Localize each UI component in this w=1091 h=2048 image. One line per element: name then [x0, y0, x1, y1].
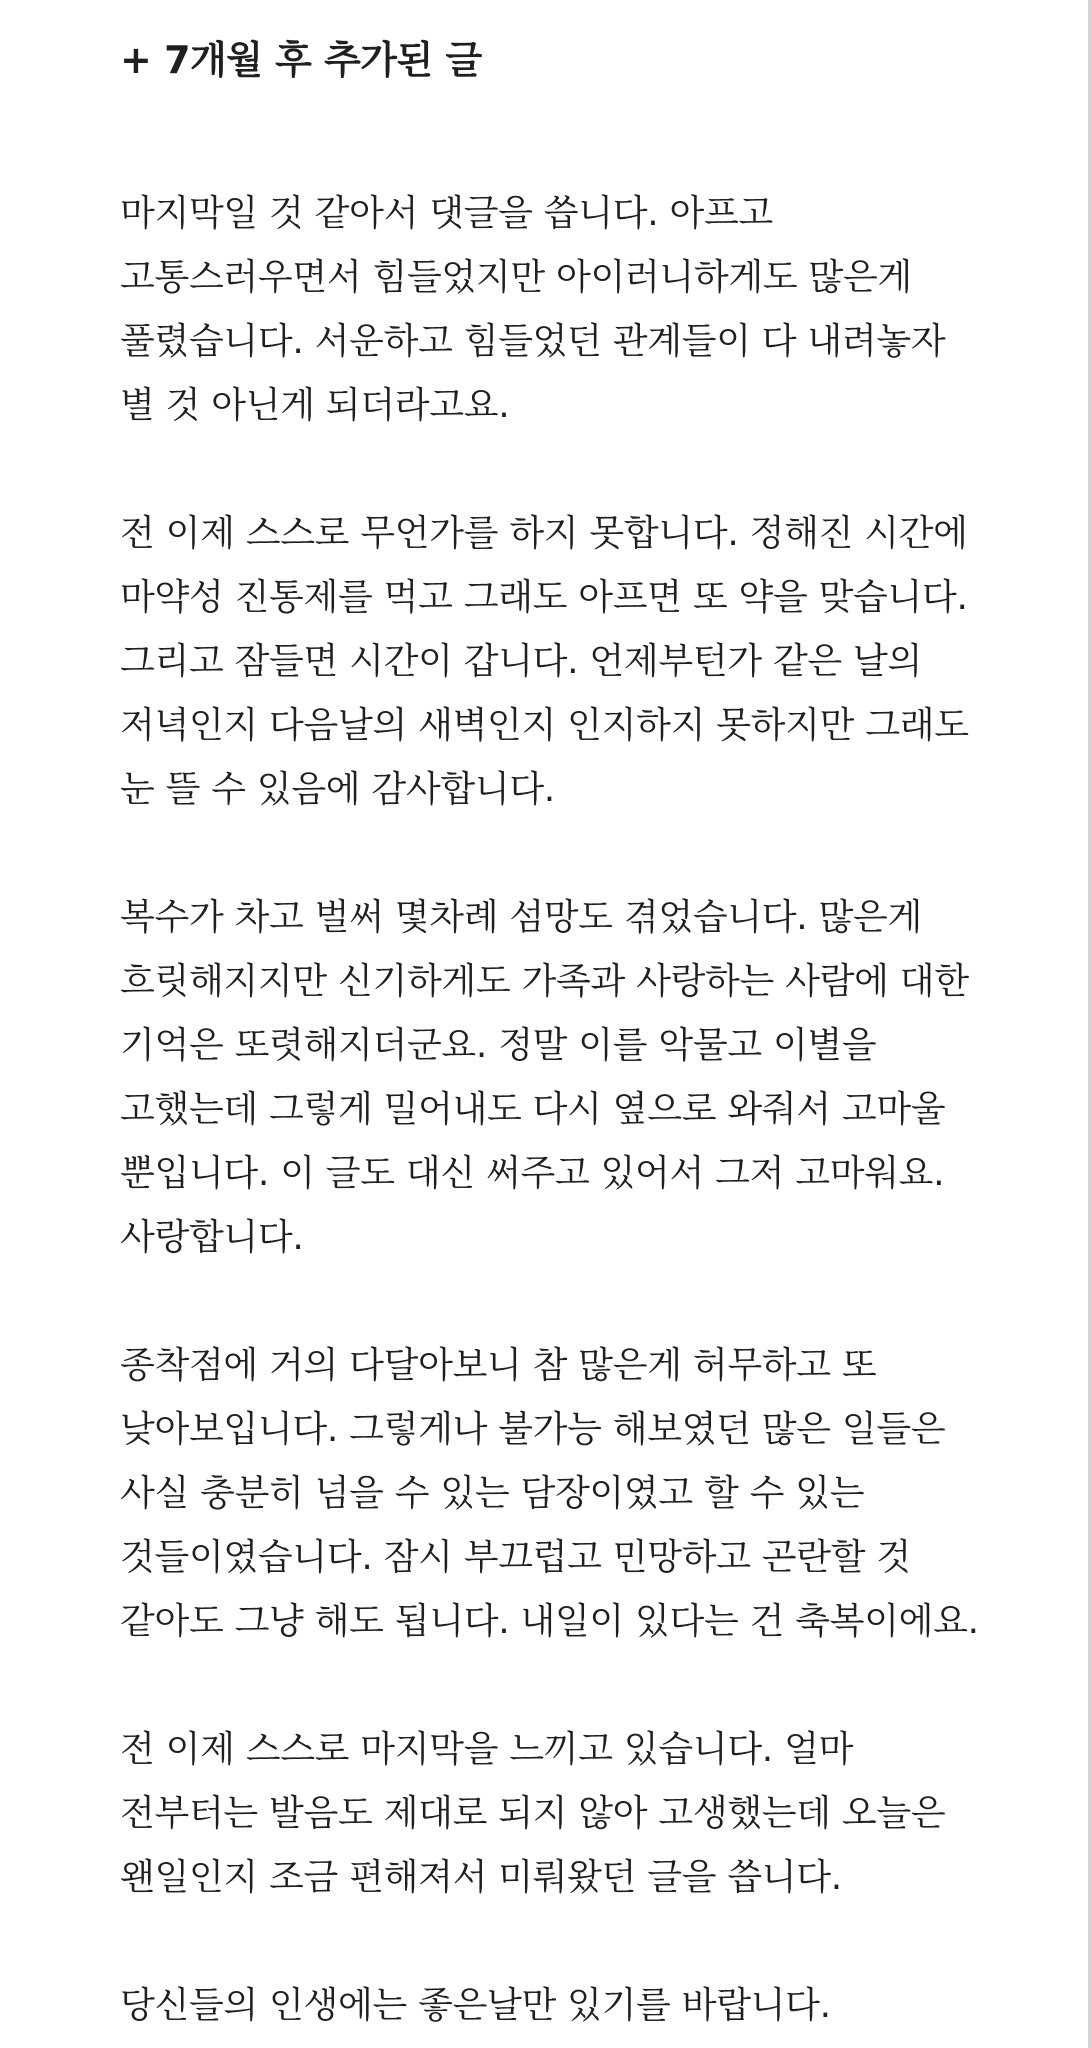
- text-line: 고했는데 그렇게 밀어내도 다시 옆으로 와줘서 고마울: [120, 1089, 946, 1130]
- text-line: 전 이제 스스로 마지막을 느끼고 있습니다. 얼마: [120, 1729, 854, 1770]
- spacer: [120, 1910, 1060, 1974]
- text-line: 당신들의 인생에는 좋은날만 있기를 바랍니다.: [120, 1985, 831, 2026]
- spacer: [120, 822, 1060, 886]
- text-line: 저녁인지 다음날의 새벽인지 인지하지 못하지만 그래도: [120, 705, 969, 746]
- text-line: 복수가 차고 벌써 몇차례 섬망도 겪었습니다. 많은게: [120, 897, 923, 938]
- text-line: 눈 뜰 수 있음에 감사합니다.: [120, 769, 555, 810]
- text-line: 풀렸습니다. 서운하고 힘들었던 관계들이 다 내려놓자: [120, 321, 946, 362]
- text-line: 별 것 아닌게 되더라고요.: [120, 385, 510, 426]
- post-title: + 7개월 후 추가된 글: [120, 38, 482, 82]
- paragraph-6: [120, 1974, 1060, 2038]
- text-line: 그리고 잠들면 시간이 갑니다. 언제부턴가 같은 날의: [120, 641, 923, 682]
- paragraph-3: [120, 886, 1060, 1270]
- paragraph-4: [120, 1334, 1060, 1654]
- text-line: 흐릿해지지만 신기하게도 가족과 사랑하는 사람에 대한: [120, 961, 969, 1002]
- text-line: 뿐입니다. 이 글도 대신 써주고 있어서 그저 고마워요.: [120, 1153, 945, 1194]
- paragraph-2: [120, 502, 1060, 822]
- text-line: 마약성 진통제를 먹고 그래도 아프면 또 약을 맞습니다.: [120, 577, 968, 618]
- post-body: [120, 30, 1060, 2038]
- text-line: 종착점에 거의 다달아보니 참 많은게 허무하고 또: [120, 1345, 877, 1386]
- text-line: 기억은 또렷해지더군요. 정말 이를 악물고 이별을: [120, 1025, 877, 1066]
- spacer: [120, 1654, 1060, 1718]
- text-line: 고통스러우면서 힘들었지만 아이러니하게도 많은게: [120, 257, 912, 298]
- text-line: 전 이제 스스로 무언가를 하지 못합니다. 정해진 시간에: [120, 513, 968, 554]
- text-line: 것들이였습니다. 잠시 부끄럽고 민망하고 곤란할 것: [120, 1537, 911, 1578]
- text-line: 같아도 그냥 해도 됩니다. 내일이 있다는 건 축복이에요.: [120, 1601, 979, 1642]
- spacer: [120, 90, 1060, 182]
- spacer: [120, 1270, 1060, 1334]
- paragraph-1: [120, 182, 1060, 438]
- text-line: 사랑합니다.: [120, 1217, 304, 1258]
- text-line: 왠일인지 조금 편해져서 미뤄왔던 글을 씁니다.: [120, 1857, 842, 1898]
- text-line: 마지막일 것 같아서 댓글을 씁니다. 아프고: [120, 193, 773, 234]
- spacer: [120, 438, 1060, 502]
- paragraph-5: [120, 1718, 1060, 1910]
- text-line: 낮아보입니다. 그렇게나 불가능 해보였던 많은 일들은: [120, 1409, 946, 1450]
- text-line: 전부터는 발음도 제대로 되지 않아 고생했는데 오늘은: [120, 1793, 946, 1834]
- text-line: 사실 충분히 넘을 수 있는 담장이였고 할 수 있는: [120, 1473, 865, 1514]
